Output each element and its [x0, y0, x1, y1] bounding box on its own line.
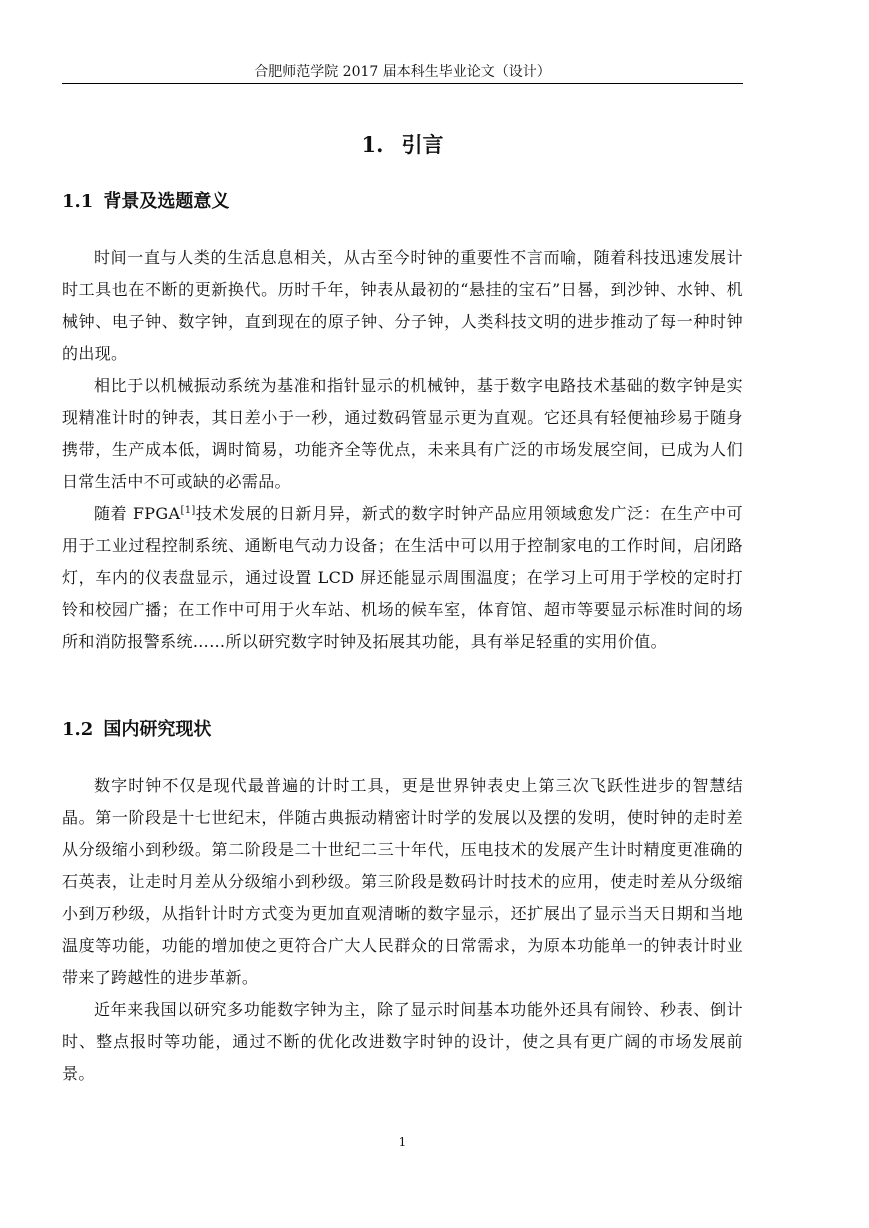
paragraph: 近年来我国以研究多功能数字钟为主，除了显示时间基本功能外还具有闹铃、秒表、倒计时、整点报时等功能，通过不断的优化改进数字时钟的设计，使之具有更广阔的市场发展前景。	[62, 1000, 743, 1083]
section-number: 1.2	[62, 719, 94, 740]
section-heading-1-2	[62, 718, 211, 742]
paragraph-text: 技术发展的日新月异，新式的数字时钟产品应用领域愈发广泛：在生产中可用于工业过程控制系统、通断电气动力设备；在生活中可以用于控制家电的工作时间，启闭路灯，车内的仪表盘显示，通过设置 LCD 屏还能显示周围温度；在学习上可用于学校的定时打铃和校园广播；在工作中可用于火车站、机场的候车室，体育馆、超市等要显示标准时间的场所和消防报警系统……所以研究数字时钟及拓展其功能，具有举足轻重的实用价值。	[62, 504, 743, 651]
citation-ref: [1]	[180, 505, 196, 516]
paragraph-text: 随着 FPGA	[94, 504, 181, 523]
chapter-number: 1.	[361, 132, 384, 157]
page-number: 1	[398, 1135, 407, 1149]
section-title: 背景及选题意义	[103, 191, 230, 212]
chapter-title	[62, 131, 743, 159]
paragraph: 相比于以机械振动系统为基准和指针显示的机械钟，基于数字电路技术基础的数字钟是实现精准计时的钟表，其日差小于一秒，通过数码管显示更为直观。它还具有轻便袖珍易于随身携带，生产成本低，调时简易，功能齐全等优点，未来具有广泛的市场发展空间，已成为人们日常生活中不可或缺的必需品。	[62, 376, 743, 491]
page-header: 合肥师范学院 2017 届本科生毕业论文（设计）	[254, 64, 551, 80]
chapter-title-text: 引言	[401, 132, 444, 157]
section-heading-1-1	[62, 190, 229, 214]
paragraph: 时间一直与人类的生活息息相关，从古至今时钟的重要性不言而喻，随着科技迅速发展计时工具也在不断的更新换代。历时千年，钟表从最初的“悬挂的宝石”日晷，到沙钟、水钟、机械钟、电子钟、数字钟，直到现在的原子钟、分子钟，人类科技文明的进步推动了每一种时钟的出现。	[62, 248, 743, 363]
section-number: 1.1	[62, 191, 94, 212]
paragraph	[62, 498, 743, 658]
paragraph: 数字时钟不仅是现代最普遍的计时工具，更是世界钟表史上第三次飞跃性进步的智慧结晶。第一阶段是十七世纪末，伴随古典振动精密计时学的发展以及摆的发明，使时钟的走时差从分级缩小到秒级。第二阶段是二十世纪二三十年代，压电技术的发展产生计时精度更准确的石英表，让走时月差从分级缩小到秒级。第三阶段是数码计时技术的应用，使走时差从分级缩小到万秒级，从指针计时方式变为更加直观清晰的数字显示，还扩展出了显示当天日期和当地温度等功能，功能的增加使之更符合广大人民群众的日常需求，为原本功能单一的钟表计时业带来了跨越性的进步革新。	[62, 776, 743, 987]
header-rule	[62, 83, 743, 84]
section-title: 国内研究现状	[103, 719, 212, 740]
